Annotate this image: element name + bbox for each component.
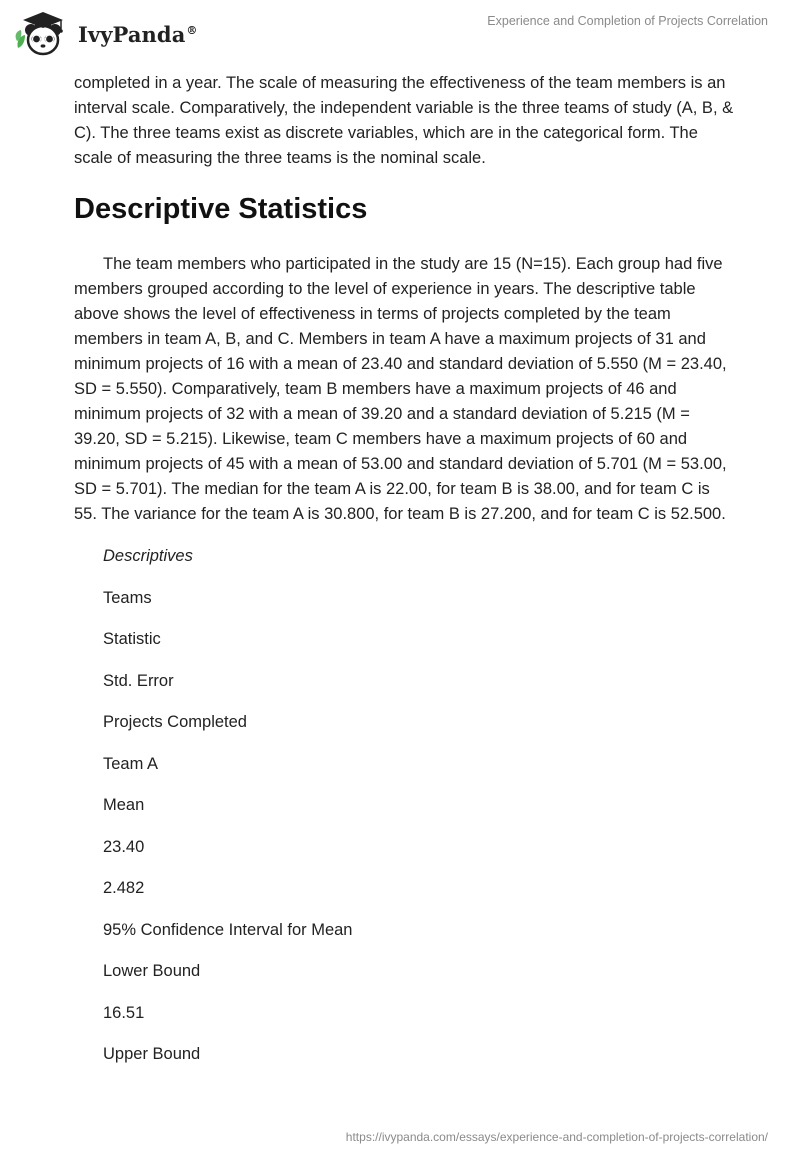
table-cell: Upper Bound [103, 1045, 201, 1063]
page-header [0, 0, 800, 64]
intro-paragraph: completed in a year. The scale of measuring the effectiveness of the team members is an interval scale. Comparatively, the independent variable is the three teams of study (A, B, & C). The three teams exist as discrete variables, which are in the categorical form. The scale of measuring the three teams is the nominal scale. [74, 74, 734, 167]
essay-content [74, 71, 734, 1085]
table-cell: 2.482 [103, 879, 145, 897]
brand-name: IvyPanda® [78, 21, 198, 47]
table-cell: 16.51 [103, 1003, 145, 1022]
table-cell: Std. Error [103, 671, 174, 690]
panda-graduate-icon [14, 8, 72, 58]
source-url-link[interactable]: https://ivypanda.com/essays/experience-and-completion-of-projects-correlation/ [345, 1130, 768, 1144]
document-title: Experience and Completion of Projects Correlation [487, 14, 768, 28]
table-cell: Mean [103, 796, 145, 814]
table-cell: 95% Confidence Interval for Mean [103, 920, 353, 939]
descriptives-table [74, 545, 734, 1085]
section-paragraph: The team members who participated in the study are 15 (N=15). Each group had five members grouped according to the level of experience in years. The descriptive table above shows the level of effectiveness in terms of projects completed by the team members in team A, B, and C. Members in team A have a maximum projects of 31 and minimum projects of 16 with a mean of 23.40 and standard deviation of 5.550 (M = 23.40, SD = 5.550). Comparatively, team B members have a maximum projects of 46 and minimum projects of 32 with a mean of 39.20 and a standard deviation of 5.215 (M = 39.20, SD = 5.215). Likewise, team C members have a maximum projects of 60 and minimum projects of 45 with a mean of 53.00 and standard deviation of 5.701 (M = 53.00, SD = 5.701). The median for the team A is 22.00, for team B is 38.00, and for team C is 55. The variance for the team A is 30.800, for team B is 27.200, and for team C is 52.500. [74, 255, 727, 523]
table-caption: Descriptives [103, 547, 193, 565]
table-cell: 23.40 [103, 837, 145, 856]
table-cell: Lower Bound [103, 962, 201, 980]
ivypanda-logo[interactable] [14, 8, 198, 58]
table-cell: Teams [103, 588, 152, 607]
table-cell: Team A [103, 754, 159, 773]
table-cell: Projects Completed [103, 713, 247, 731]
section-heading: Descriptive Statistics [74, 193, 368, 225]
table-cell: Statistic [103, 630, 161, 648]
